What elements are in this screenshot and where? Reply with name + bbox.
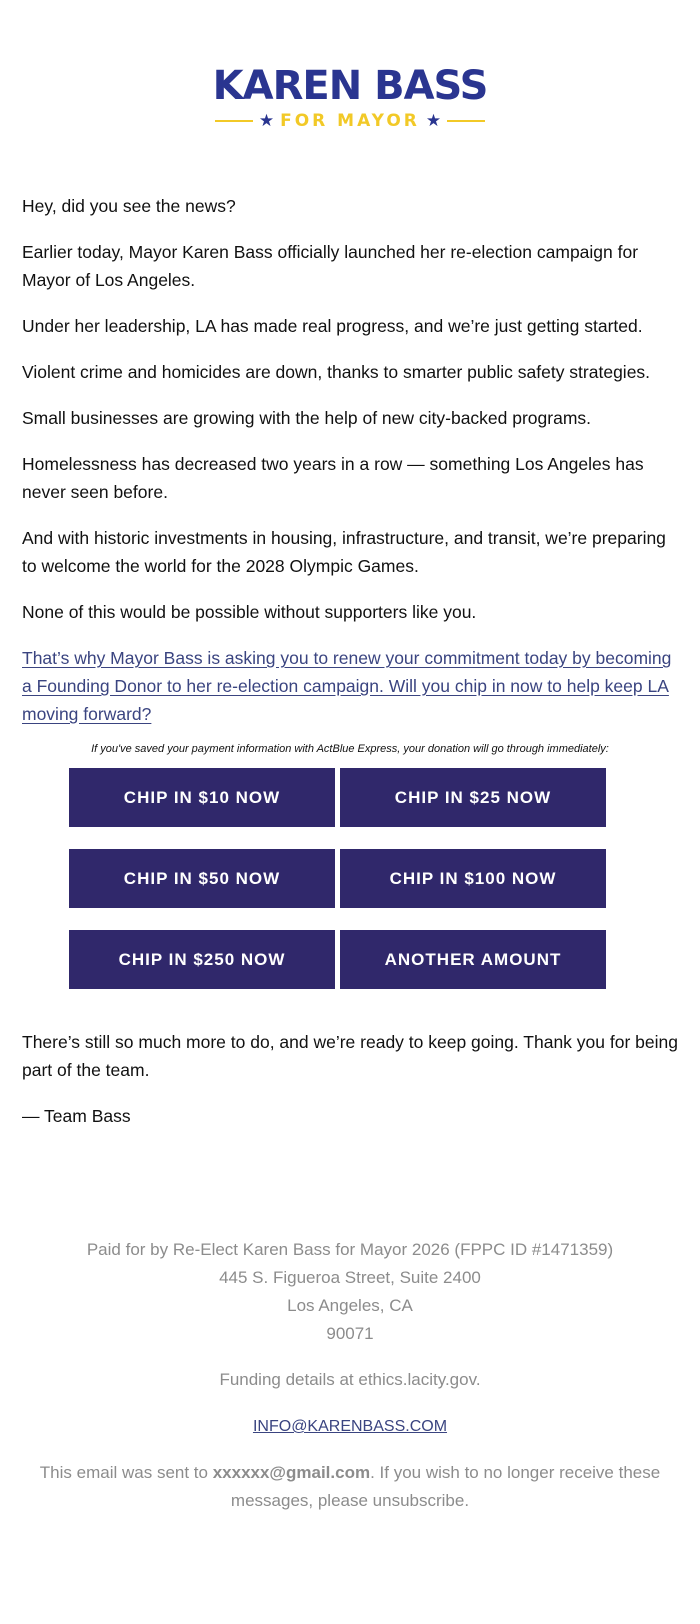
star-icon: ★ (425, 111, 442, 130)
paragraph-homelessness: Homelessness has decreased two years in a row — something Los Angeles has never seen before. (22, 454, 644, 502)
paid-for-disclaimer: Paid for by Re-Elect Karen Bass for Mayor 2026 (FPPC ID #1471359) (86, 1240, 614, 1259)
campaign-logo (0, 64, 700, 132)
paragraph-business: Small businesses are growing with the help of new city-backed programs. (22, 408, 592, 428)
chip-in-25-button[interactable]: CHIP IN $25 NOW (340, 768, 606, 827)
footer-spacer (0, 1348, 700, 1366)
email-footer (0, 1236, 700, 1515)
sent-to-prefix: This email was sent to (39, 1463, 213, 1482)
paragraph-launch: Earlier today, Mayor Karen Bass officially launched her re-election campaign for Mayor of Los Angeles. (22, 242, 639, 290)
logo-subtitle: FOR MAYOR (280, 111, 420, 131)
actblue-express-note: If you've saved your payment information with ActBlue Express, your donation will go through immediately: (91, 743, 609, 755)
logo-title: KAREN BASS (212, 63, 488, 109)
email-body (22, 192, 678, 774)
contact-email-link[interactable]: INFO@KARENBASS.COM (252, 1418, 448, 1435)
closing-paragraph: There’s still so much more to do, and we’re ready to keep going. Thank you for being part of the team. (22, 1032, 678, 1080)
address-line: 445 S. Figueroa Street, Suite 2400 (219, 1268, 481, 1287)
sent-to-notice (0, 1459, 700, 1515)
chip-in-50-button[interactable]: CHIP IN $50 NOW (69, 849, 335, 908)
signoff: — Team Bass (22, 1106, 131, 1126)
logo-right-rule (447, 120, 485, 122)
paragraph-crime: Violent crime and homicides are down, thanks to smarter public safety strategies. (22, 362, 651, 382)
chip-in-100-button[interactable]: CHIP IN $100 NOW (340, 849, 606, 908)
star-icon: ★ (258, 111, 275, 130)
recipient-email: xxxxxx@gmail.com (212, 1463, 371, 1482)
founding-donor-link[interactable]: That’s why Mayor Bass is asking you to renew your commitment today by becoming a Founding Donor to her re-election campaign. Will you chip in now to help keep LA moving forward? (22, 648, 672, 724)
footer-spacer (0, 1441, 700, 1459)
logo-left-rule (215, 120, 253, 122)
paragraph-olympics: And with historic investments in housing, infrastructure, and transit, we’re preparing to welcome the world for the 2028 Olympic Games. (22, 528, 666, 576)
paragraph-supporters: None of this would be possible without supporters like you. (22, 602, 477, 622)
unsubscribe-text[interactable]: . If you wish to no longer receive these messages, please unsubscribe. (230, 1463, 661, 1510)
logo-subtitle-row (0, 110, 700, 132)
funding-details: Funding details at ethics.lacity.gov. (219, 1370, 481, 1389)
closing-section (22, 1028, 678, 1148)
chip-in-250-button[interactable]: CHIP IN $250 NOW (69, 930, 335, 989)
another-amount-button[interactable]: ANOTHER AMOUNT (340, 930, 606, 989)
chip-in-10-button[interactable]: CHIP IN $10 NOW (69, 768, 335, 827)
greeting: Hey, did you see the news? (22, 196, 236, 216)
address-city: Los Angeles, CA (287, 1296, 413, 1315)
paragraph-progress: Under her leadership, LA has made real progress, and we’re just getting started. (22, 316, 643, 336)
address-zip: 90071 (326, 1324, 374, 1343)
footer-spacer (0, 1394, 700, 1412)
